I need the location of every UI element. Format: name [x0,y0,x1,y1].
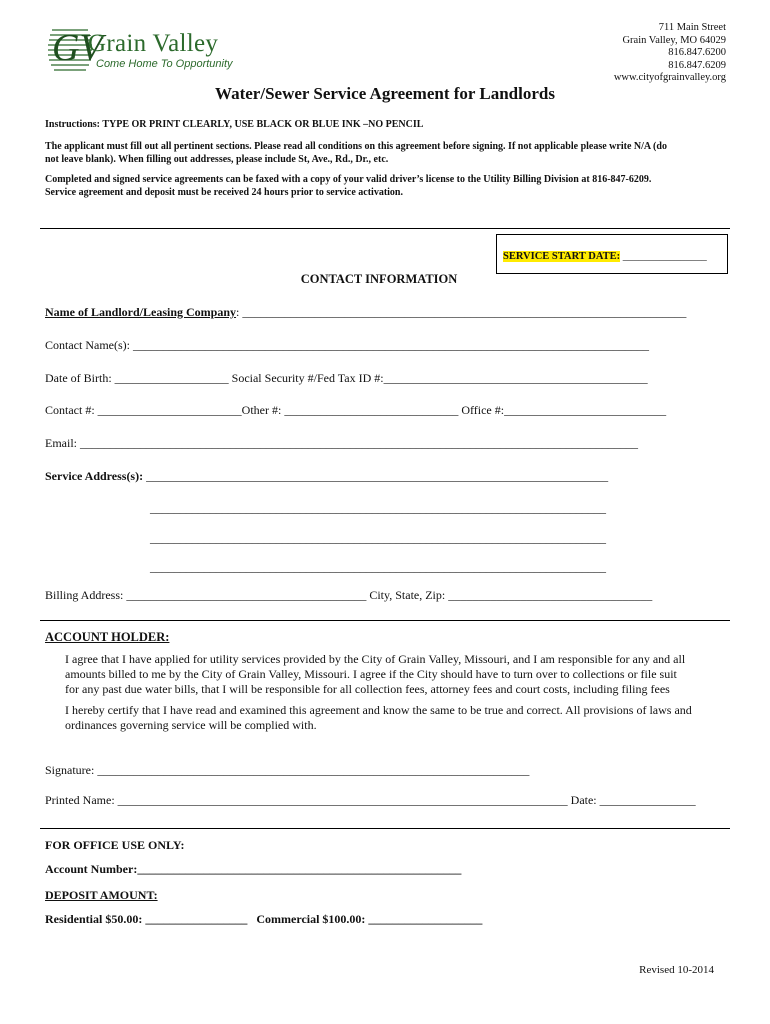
signature-field[interactable]: Signature: ________________________________________________________________________ [45,763,530,777]
contact-names-field[interactable]: Contact Name(s): ______________________________________________________________________________________ [45,338,649,352]
phone-numbers-field[interactable]: Contact #: ________________________Other #: _____________________________ Office #:___________________________ [45,403,667,417]
service-start-label: SERVICE START DATE: [503,251,621,262]
section-divider [40,620,730,621]
office-use-heading: FOR OFFICE USE ONLY: [45,838,185,852]
printed-name-date-field[interactable]: Printed Name: ___________________________________________________________________________ Date: ________________ [45,793,696,807]
contact-heading: CONTACT INFORMATION [300,272,458,286]
service-address-field[interactable] [45,469,608,484]
service-address-line-4[interactable]: ____________________________________________________________________________ [150,560,606,574]
revision-note: Revised 10-2014 [639,964,714,976]
service-start-field[interactable] [503,251,707,262]
certification-paragraph: I hereby certify that I have read and examined this agreement and know the same to be true and correct. All provisions of laws and ordinances governing service will be complied with. [65,703,692,732]
account-holder-heading: ACCOUNT HOLDER: [45,630,170,644]
section-divider [40,228,730,229]
service-start-blank: ________________ [620,251,707,262]
service-address-line-2[interactable]: ____________________________________________________________________________ [150,501,606,515]
billing-address-field[interactable]: Billing Address: ________________________________________ City, State, Zip: __________________________________ [45,588,653,602]
service-address-line-3[interactable]: ____________________________________________________________________________ [150,531,606,545]
logo-name: Grain Valley [88,30,219,57]
residential-deposit-field[interactable]: Residential $50.00: _________________ [45,912,248,926]
dob-ssn-field[interactable]: Date of Birth: ___________________ Social Security #/Fed Tax ID #:____________________________________________ [45,371,648,385]
instructions-line2a: The applicant must fill out all pertinent sections. Please read all conditions on this agreement before signing. If not applicable please write N/A (do [45,141,667,152]
service-address-label: Service Address(s): [45,469,144,483]
agreement-paragraph: I agree that I have applied for utility services provided by the City of Grain Valley, Missouri, and I am responsible for any and all amounts billed to me by the City of Grain Valley, Missouri. I agree if the City should have to turn over to collections or file suit for any past due water bills, that I will be responsible for all collection fees, attorney fees and court costs, including filing fees [65,652,686,696]
service-address-blank: _____________________________________________________________________________ [143,469,609,483]
commercial-deposit-field[interactable]: Commercial $100.00: ___________________ [256,912,483,926]
city-address: 711 Main Street Grain Valley, MO 64029 816.847.6200 816.847.6209 www.cityofgrainvalley.org [613,22,726,83]
logo-tagline: Come Home To Opportunity [96,58,233,70]
landlord-name-field[interactable] [45,305,686,320]
instructions-line1: Instructions: TYPE OR PRINT CLEARLY, USE BLACK OR BLUE INK –NO PENCIL [45,119,424,130]
svg-text:GV: GV [52,27,103,69]
instructions-line3b: Service agreement and deposit must be received 24 hours prior to service activation. [45,187,403,198]
instructions-line3a: Completed and signed service agreements can be faxed with a copy of your valid driver’s license to the Utility Billing Division at 816-847-6209. [45,174,652,185]
deposit-amounts[interactable] [45,912,482,927]
email-field[interactable]: Email: _____________________________________________________________________________________________ [45,436,638,450]
landlord-name-label: Name of Landlord/Leasing Company [45,305,237,319]
landlord-name-blank: : __________________________________________________________________________ [236,305,687,319]
instructions-line2b: not leave blank). When filling out addresses, please include St, Ave., Rd., Dr., etc. [45,154,389,165]
section-divider [40,828,730,829]
page-title: Water/Sewer Service Agreement for Landlords [215,84,555,103]
account-number-field[interactable]: Account Number:______________________________________________________ [45,862,462,876]
deposit-amount-heading: DEPOSIT AMOUNT: [45,888,158,902]
